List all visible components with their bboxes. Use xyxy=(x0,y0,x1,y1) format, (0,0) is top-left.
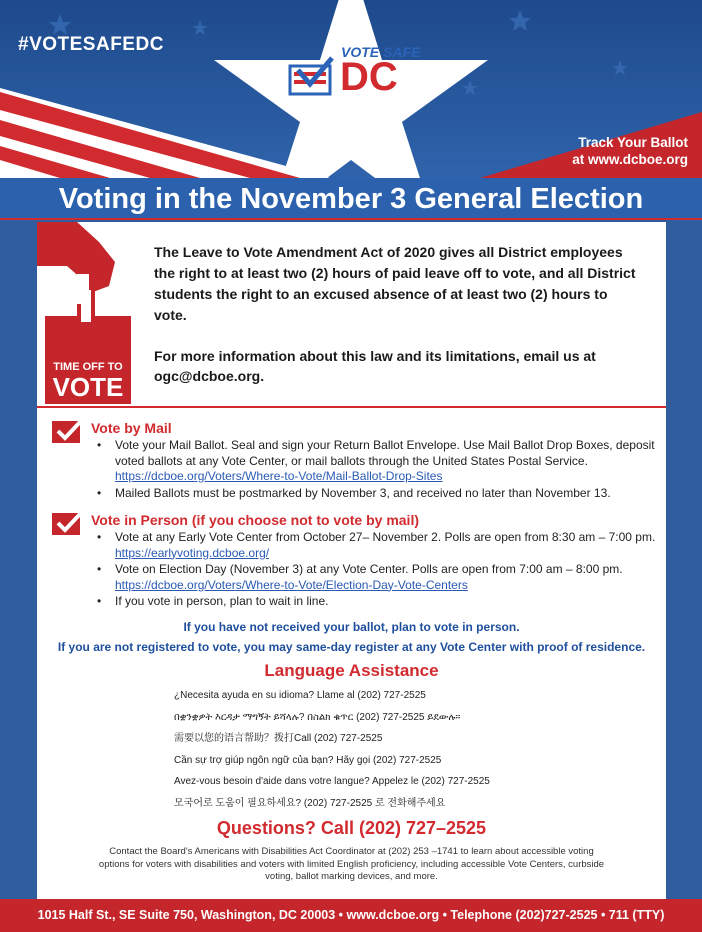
content-card xyxy=(37,222,666,899)
bullet-icon: • xyxy=(97,562,102,576)
bullet-icon: • xyxy=(97,438,102,452)
leave-to-vote-paragraph: The Leave to Vote Amendment Act of 2020 gives all District employees the right to at least two (2) hours of paid leave off to vote, and all District students the right to an excused absence of at least two (2) hours to vote. xyxy=(154,244,636,323)
page-title: Voting in the November 3 General Election xyxy=(0,178,702,220)
language-assistance-heading: Language Assistance xyxy=(264,661,439,680)
hashtag-label: #VOTESAFEDC xyxy=(18,34,164,55)
footer-contact-bar: 1015 Half St., SE Suite 750, Washington, DC 20003 • www.dcboe.org • Telephone (202)727-2525 • 711 (TTY) xyxy=(0,899,702,932)
language-line-french: Avez-vous besoin d'aide dans votre langue? Appelez le (202) 727-2525 xyxy=(174,776,490,787)
not-received-note: If you have not received your ballot, plan to vote in person. xyxy=(183,620,520,634)
section-divider xyxy=(37,406,666,408)
mail-drop-sites-link[interactable]: https://dcboe.org/Voters/Where-to-Vote/Mail-Ballot-Drop-Sites xyxy=(115,469,443,483)
ballot-box-icon xyxy=(288,56,336,100)
list-item xyxy=(91,438,656,485)
header-banner xyxy=(0,0,702,178)
person-bullet-1-text: Vote at any Early Vote Center from October 27– November 2. Polls are open from 8:30 am – 7:00 pm. xyxy=(115,530,656,544)
list-item xyxy=(91,594,656,610)
bullet-icon: • xyxy=(97,530,102,544)
vote-safe-dc-logo xyxy=(288,44,428,104)
mail-bullet-2-text: Mailed Ballots must be postmarked by November 3, and received no later than November 13. xyxy=(115,485,611,500)
vote-in-person-list xyxy=(91,530,656,611)
language-assistance-list xyxy=(174,689,490,818)
ada-contact-paragraph: Contact the Board's Americans with Disabilities Act Coordinator at (202) 253 –1741 to learn about accessible voting options for voters with disabilities and voters with limited English proficiency, including accessible Vote Centers, curbside voting, ballot marking devices, and more. xyxy=(98,846,605,882)
mail-bullet-1-text: Vote your Mail Ballot. Seal and sign your Return Ballot Envelope. Use Mail Ballot Drop Boxes, deposit voted ballots at any Vote Center, or mail ballots through the United States Postal Service. xyxy=(115,438,655,468)
language-line-vietnamese: Cần sự trợ giúp ngôn ngữ của bạn? Hãy gọi (202) 727-2525 xyxy=(174,754,442,766)
person-bullet-3-text: If you vote in person, plan to wait in line. xyxy=(115,594,329,608)
early-voting-link[interactable]: https://earlyvoting.dcboe.org/ xyxy=(115,545,270,560)
language-line-amharic: በቋንቋዎት እርዳታ ማግኝት ይሻላሉ? በስልክ ቁጥር (202) 727-2525 ይደውሉ። xyxy=(174,711,461,723)
bullet-icon: • xyxy=(97,594,102,608)
track-line-2: at www.dcboe.org xyxy=(572,152,688,167)
election-day-vote-centers-link[interactable]: https://dcboe.org/Voters/Where-to-Vote/Election-Day-Vote-Centers xyxy=(115,577,468,592)
time-off-to-vote-icon xyxy=(37,222,137,404)
track-ballot-note xyxy=(572,134,688,168)
logo-vote-safe: VOTE SAFE xyxy=(341,44,421,60)
language-line-spanish: ¿Necesita ayuda en su idioma? Llame al (202) 727-2525 xyxy=(174,690,426,701)
more-information-paragraph: For more information about this law and its limitations, email us at ogc@dcboe.org. xyxy=(154,348,596,384)
icon-label-line1: TIME OFF TO xyxy=(53,361,123,373)
list-item xyxy=(91,486,656,502)
checkbox-icon xyxy=(51,418,85,444)
language-line-chinese: 需要以您的语言帮助？拨打Call (202) 727-2525 xyxy=(174,733,383,744)
bullet-icon: • xyxy=(97,485,102,500)
person-bullet-2-text: Vote on Election Day (November 3) at any Vote Center. Polls are open from 7:00 am – 8:00 pm. xyxy=(115,562,623,576)
vote-by-mail-list xyxy=(91,438,656,502)
icon-label-line2: VOTE xyxy=(52,372,124,402)
list-item xyxy=(91,530,656,561)
vote-by-mail-heading: Vote by Mail xyxy=(91,420,172,436)
list-item xyxy=(91,562,656,593)
track-line-1: Track Your Ballot xyxy=(578,135,688,150)
vote-in-person-heading: Vote in Person (if you choose not to vote by mail) xyxy=(91,512,419,528)
questions-heading: Questions? Call (202) 727–2525 xyxy=(216,818,487,838)
language-line-korean: 모국어로 도움이 필요하세요? (202) 727-2525 로 전화해주세요 xyxy=(174,797,446,809)
checkbox-icon xyxy=(51,510,85,536)
same-day-registration-note: If you are not registered to vote, you may same-day register at any Vote Center with proof of residence. xyxy=(57,640,646,654)
logo-dc: DC xyxy=(340,55,398,99)
